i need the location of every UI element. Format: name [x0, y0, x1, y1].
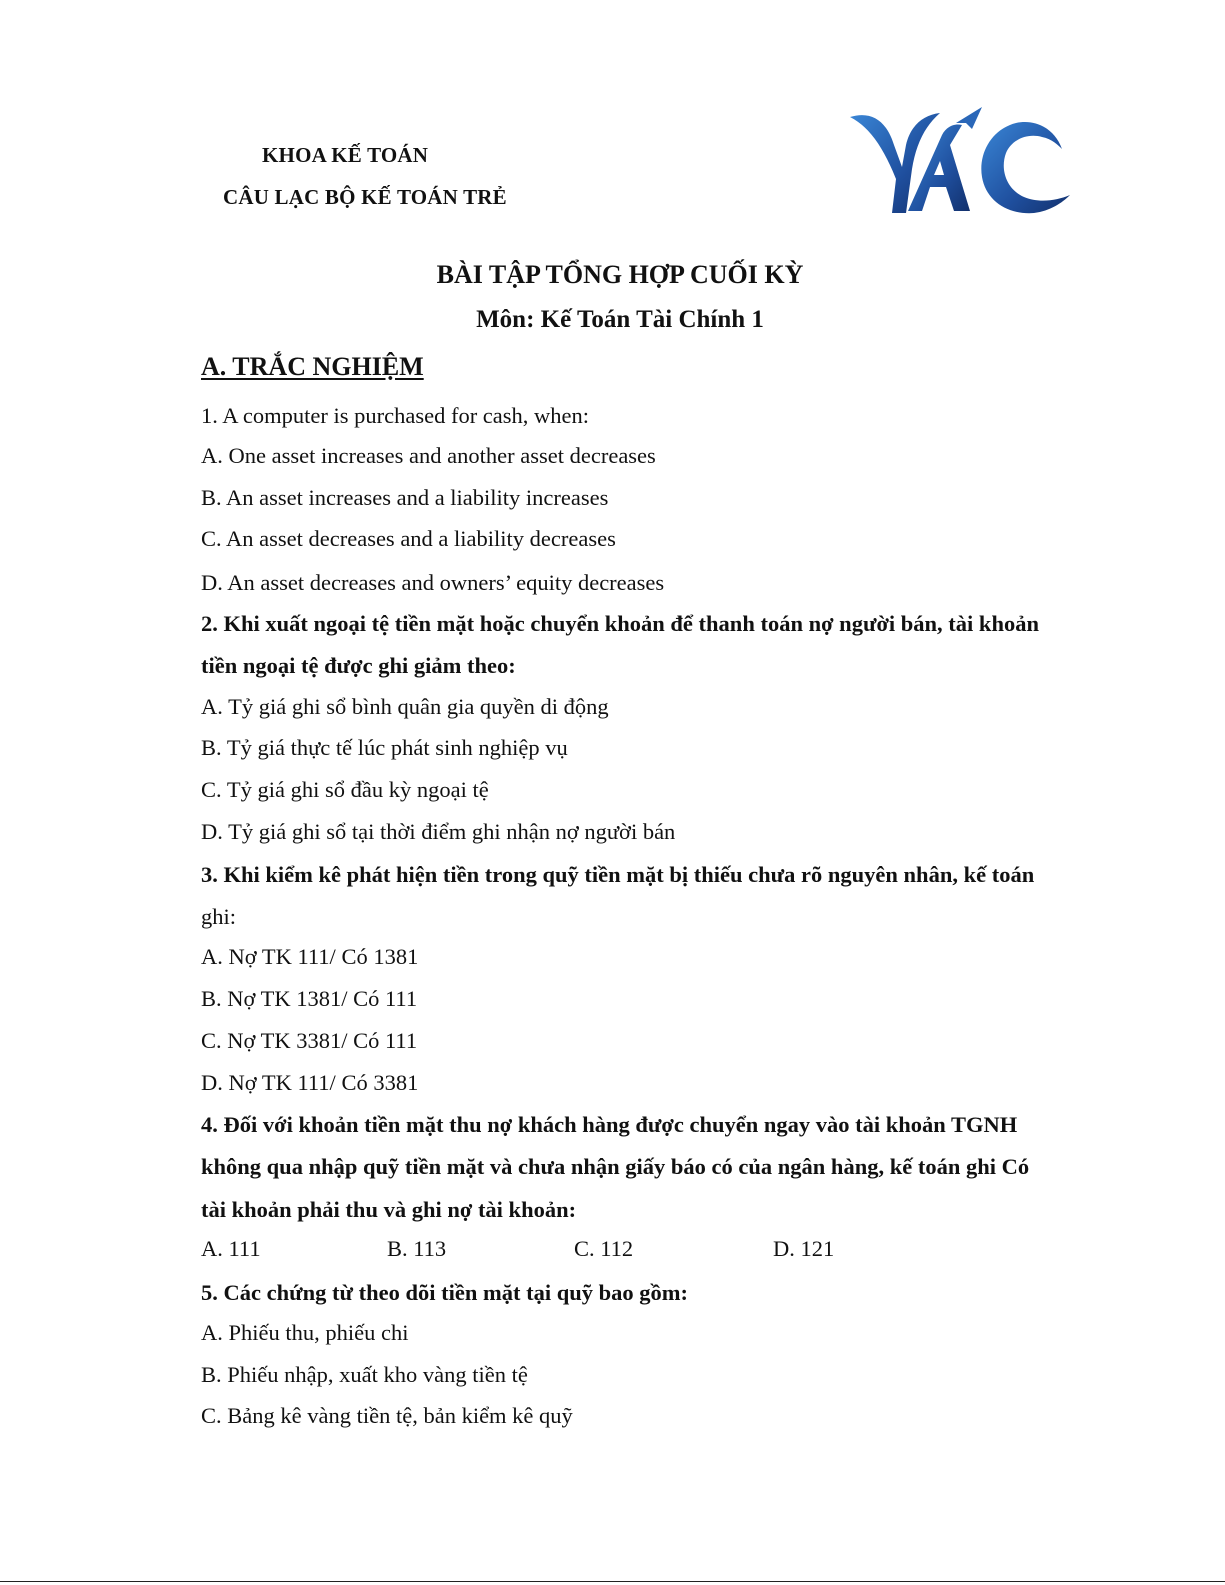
page-bottom-divider: [0, 1581, 1225, 1582]
subject-title: Môn: Kế Toán Tài Chính 1: [476, 306, 764, 333]
question-3-option-c: C. Nợ TK 3381/ Có 111: [201, 1028, 418, 1053]
document-title: BÀI TẬP TỔNG HỢP CUỐI KỲ: [436, 260, 804, 289]
question-4-option-b: B. 113: [387, 1236, 447, 1261]
question-1-stem: 1. A computer is purchased for cash, when:: [201, 403, 590, 428]
question-1-option-b: B. An asset increases and a liability increases: [201, 485, 609, 510]
question-5-stem: 5. Các chứng từ theo dõi tiền mặt tại quỹ bao gồm:: [201, 1280, 689, 1305]
question-1-option-c: C. An asset decreases and a liability decreases: [201, 526, 616, 551]
question-1-option-d: D. An asset decreases and owners’ equity decreases: [201, 570, 665, 595]
question-2-option-d: D. Tỷ giá ghi sổ tại thời điểm ghi nhận nợ người bán: [201, 819, 676, 844]
question-3-stem-line-1: 3. Khi kiểm kê phát hiện tiền trong quỹ tiền mặt bị thiếu chưa rõ nguyên nhân, kế toán: [201, 862, 1035, 887]
faculty-name: KHOA KẾ TOÁN: [262, 143, 429, 167]
question-2-stem-line-1: 2. Khi xuất ngoại tệ tiền mặt hoặc chuyển khoản để thanh toán nợ người bán, tài khoản: [201, 611, 1039, 636]
question-4-stem-line-2: không qua nhập quỹ tiền mặt và chưa nhận giấy báo có của ngân hàng, kế toán ghi Có: [201, 1154, 1030, 1179]
question-3-option-b: B. Nợ TK 1381/ Có 111: [201, 986, 418, 1011]
question-3-option-a: A. Nợ TK 111/ Có 1381: [201, 944, 419, 969]
question-4-stem-line-3: tài khoản phải thu và ghi nợ tài khoản:: [201, 1197, 577, 1222]
question-2-option-b: B. Tỷ giá thực tế lúc phát sinh nghiệp vụ: [201, 735, 568, 760]
question-4-option-a: A. 111: [201, 1236, 261, 1261]
question-4-option-c: C. 112: [574, 1236, 634, 1261]
question-2-stem-line-2: tiền ngoại tệ được ghi giảm theo:: [201, 653, 516, 678]
yac-logo-icon: [850, 105, 1075, 220]
question-3-stem-line-2: ghi:: [201, 904, 237, 929]
question-4-option-d: D. 121: [773, 1236, 835, 1261]
question-4-stem-line-1: 4. Đối với khoản tiền mặt thu nợ khách hàng được chuyển ngay vào tài khoản TGNH: [201, 1112, 1018, 1137]
question-2-option-a: A. Tỷ giá ghi sổ bình quân gia quyền di động: [201, 694, 609, 719]
club-name: CÂU LẠC BỘ KẾ TOÁN TRẺ: [223, 185, 507, 209]
section-heading: A. TRẮC NGHIỆM: [201, 352, 424, 381]
question-2-option-c: C. Tỷ giá ghi sổ đầu kỳ ngoại tệ: [201, 777, 489, 802]
question-1-option-a: A. One asset increases and another asset decreases: [201, 443, 656, 468]
question-3-option-d: D. Nợ TK 111/ Có 3381: [201, 1070, 419, 1095]
question-5-option-c: C. Bảng kê vàng tiền tệ, bản kiểm kê quỹ: [201, 1403, 573, 1428]
question-5-option-b: B. Phiếu nhập, xuất kho vàng tiền tệ: [201, 1362, 528, 1387]
question-5-option-a: A. Phiếu thu, phiếu chi: [201, 1320, 409, 1345]
